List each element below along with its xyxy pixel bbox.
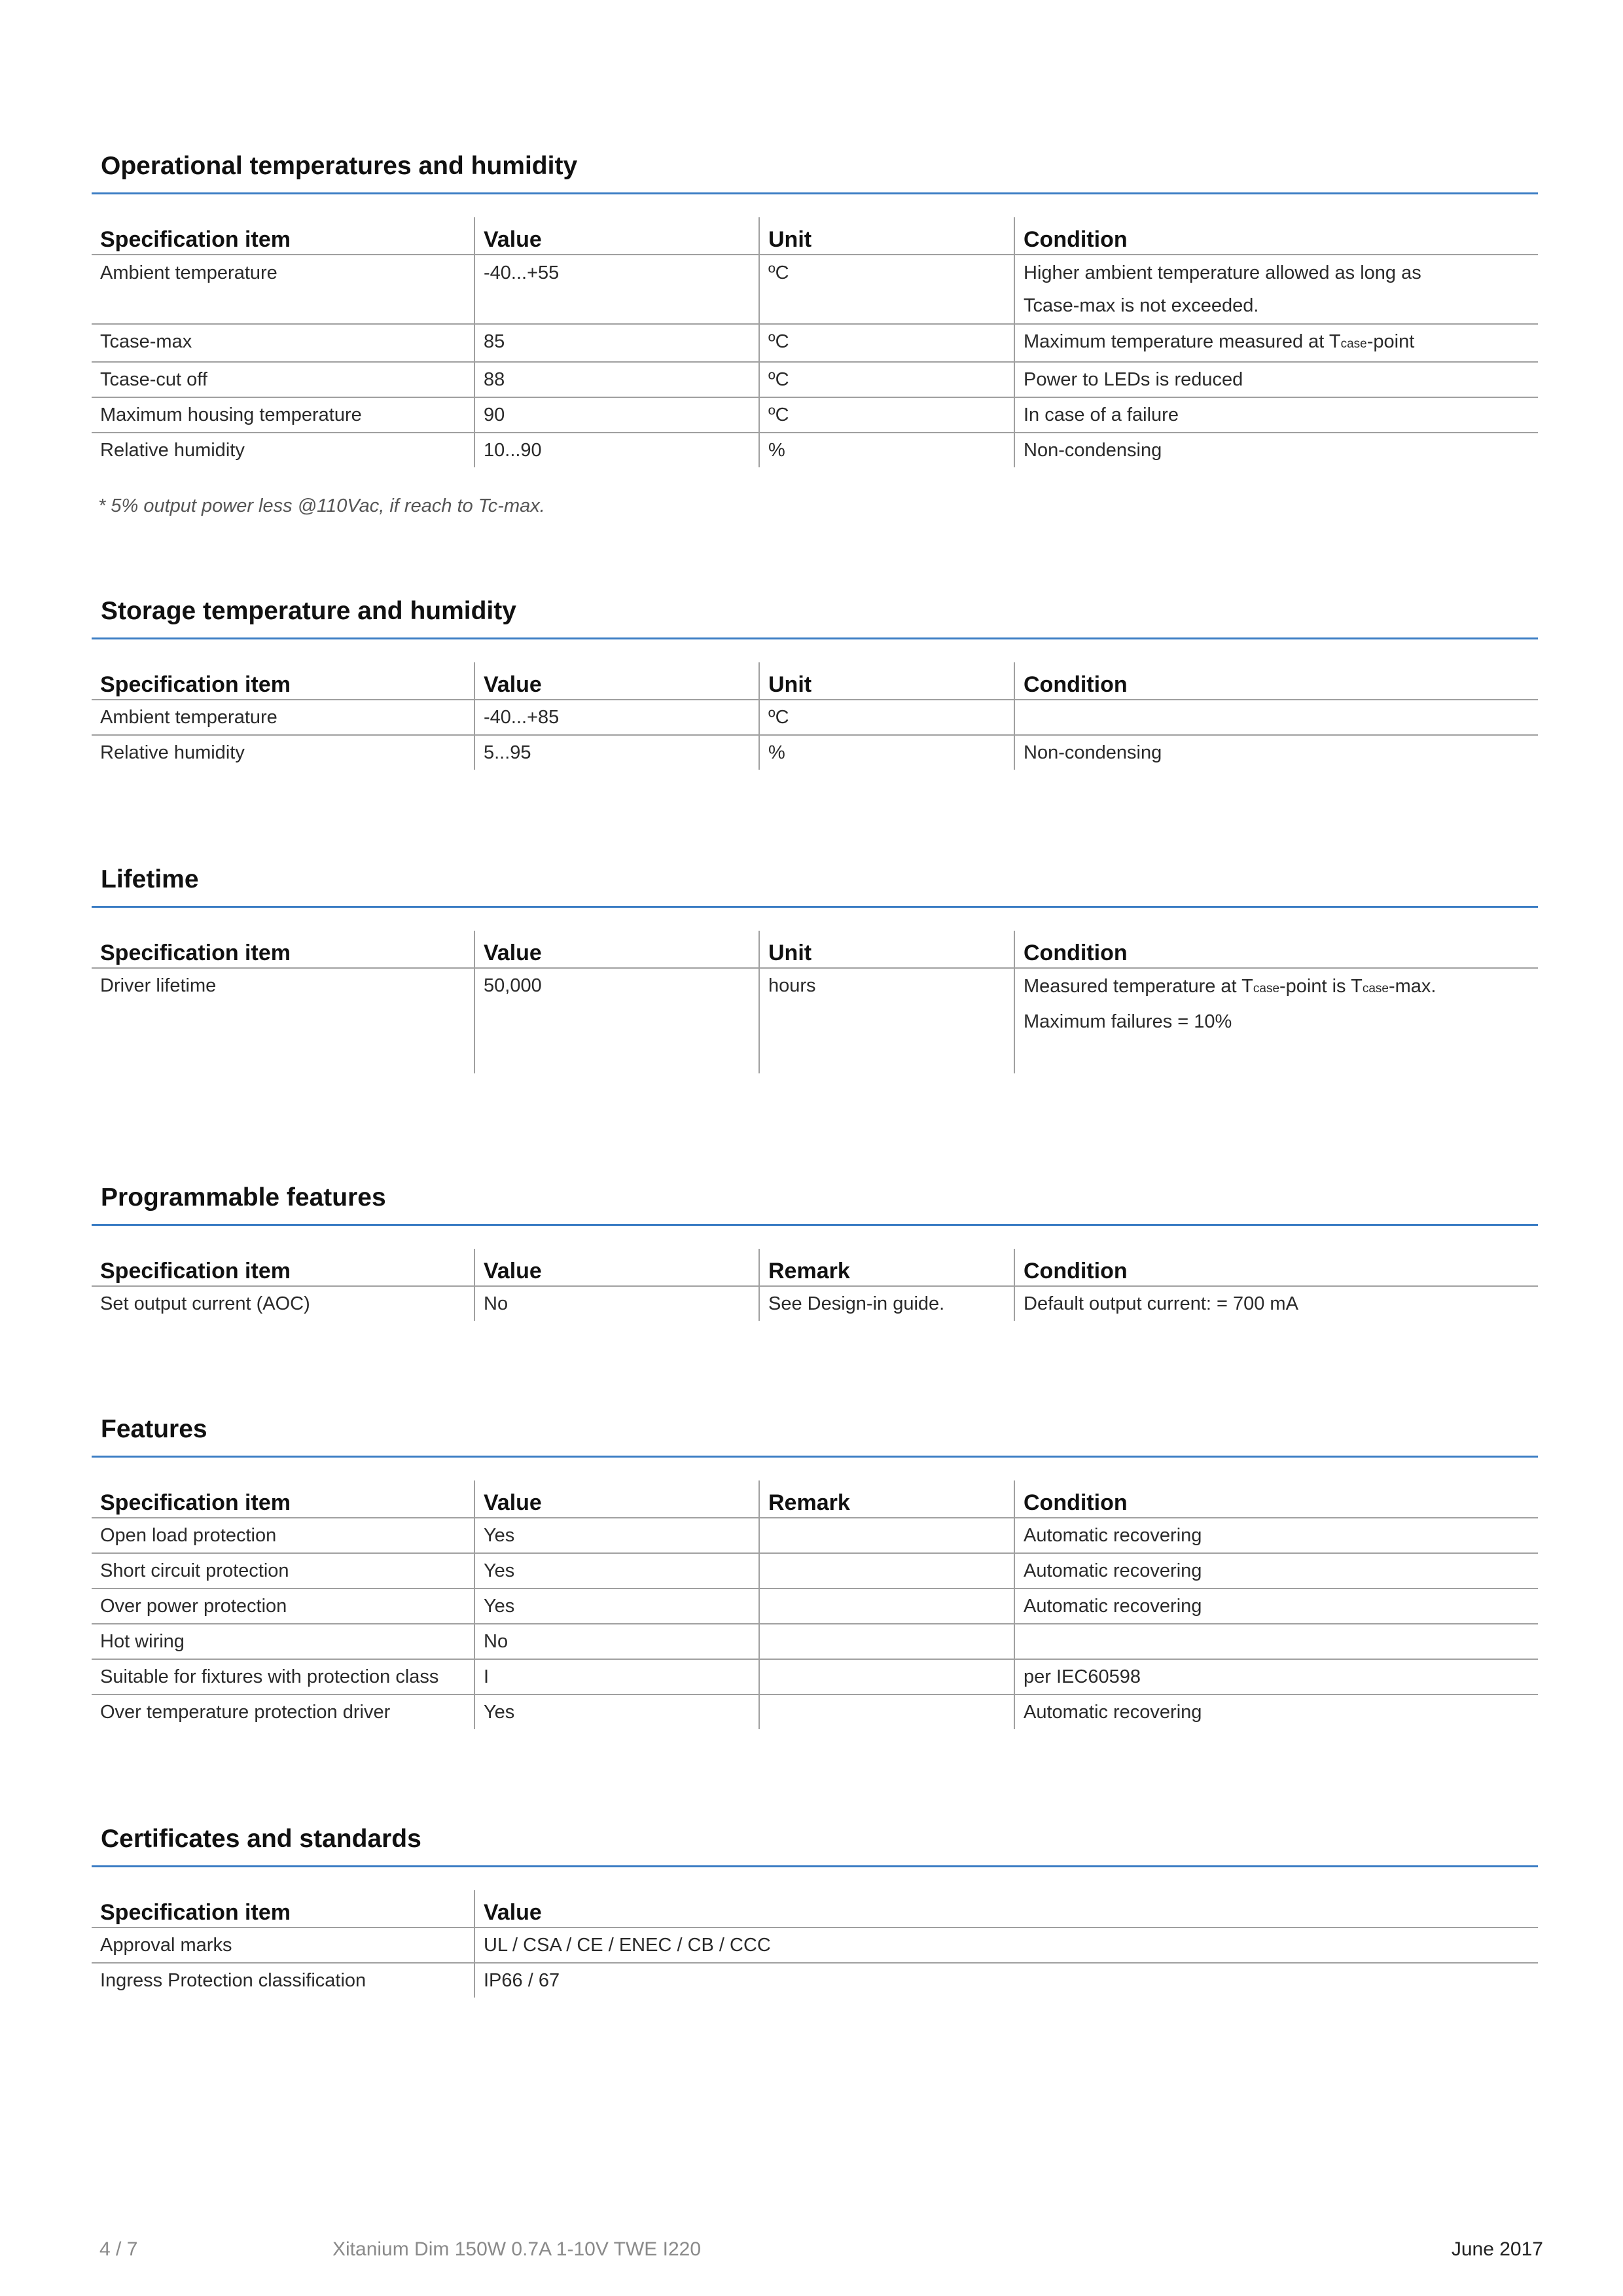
condition-line: Maximum failures = 10% xyxy=(1024,1011,1232,1032)
spec-item: Over power protection xyxy=(92,1588,474,1624)
table-header-row xyxy=(92,1249,1538,1286)
spec-condition: In case of a failure xyxy=(1014,397,1538,433)
table-row xyxy=(92,255,1538,324)
table-row xyxy=(92,1518,1538,1553)
table-row xyxy=(92,324,1538,362)
spec-unit: % xyxy=(759,433,1014,467)
section-divider xyxy=(92,637,1538,639)
table-row xyxy=(92,1588,1538,1624)
condition-line: Higher ambient temperature allowed as long as xyxy=(1024,262,1421,283)
spec-condition xyxy=(1014,255,1538,324)
column-header: Value xyxy=(474,1890,1538,1928)
spec-item: Maximum housing temperature xyxy=(92,397,474,433)
table-row xyxy=(92,1695,1538,1729)
condition-text: -max. xyxy=(1388,976,1436,997)
spec-value: -40...+55 xyxy=(474,255,759,324)
section-title: Storage temperature and humidity xyxy=(101,597,516,625)
spec-item: Ingress Protection classification xyxy=(100,1970,366,1991)
spec-value: Yes xyxy=(474,1588,759,1624)
table-row xyxy=(92,700,1538,735)
spec-table xyxy=(92,1480,1538,1729)
spec-value: I xyxy=(474,1659,759,1695)
spec-remark xyxy=(759,1695,1014,1729)
condition-text: -point xyxy=(1366,331,1415,352)
spec-value: 50,000 xyxy=(474,968,759,1073)
column-header: Condition xyxy=(1014,1249,1538,1286)
column-header: Remark xyxy=(759,1249,1014,1286)
condition-text: Measured temperature at T xyxy=(1024,976,1253,997)
spec-value: Yes xyxy=(474,1553,759,1588)
spec-table xyxy=(92,931,1538,1073)
table-header-row xyxy=(92,931,1538,968)
section-divider xyxy=(92,1224,1538,1226)
column-header: Condition xyxy=(1014,662,1538,700)
spec-item: Approval marks xyxy=(92,1928,474,1963)
table-row xyxy=(92,397,1538,433)
column-header: Remark xyxy=(759,1480,1014,1518)
column-header: Specification item xyxy=(92,217,474,255)
condition-text: -point is T xyxy=(1279,976,1363,997)
spec-item: Tcase-cut off xyxy=(92,362,474,397)
subscript-case: case xyxy=(1362,982,1389,996)
column-header: Value xyxy=(474,217,759,255)
spec-unit: ºC xyxy=(759,397,1014,433)
spec-item: Hot wiring xyxy=(92,1624,474,1659)
spec-unit: ºC xyxy=(759,362,1014,397)
spec-value: -40...+85 xyxy=(474,700,759,735)
spec-value: UL / CSA / CE / ENEC / CB / CCC xyxy=(474,1928,1538,1963)
spec-remark xyxy=(759,1624,1014,1659)
section-title: Lifetime xyxy=(101,865,199,893)
spec-value: 10...90 xyxy=(474,433,759,467)
spec-item: Short circuit protection xyxy=(92,1553,474,1588)
spec-condition: Automatic recovering xyxy=(1014,1588,1538,1624)
spec-condition xyxy=(1014,968,1538,1073)
table-header-row xyxy=(92,1480,1538,1518)
spec-condition: Non-condensing xyxy=(1014,735,1538,770)
spec-value: 85 xyxy=(474,324,759,362)
spec-unit: ºC xyxy=(759,255,1014,324)
table-row xyxy=(92,1928,1538,1963)
spec-remark: See Design-in guide. xyxy=(759,1286,1014,1321)
spec-value: Yes xyxy=(474,1695,759,1729)
spec-table xyxy=(92,1890,1538,1998)
spec-condition: Automatic recovering xyxy=(1014,1695,1538,1729)
column-header: Unit xyxy=(759,931,1014,968)
spec-table xyxy=(92,217,1538,467)
column-header: Specification item xyxy=(92,931,474,968)
spec-item: Open load protection xyxy=(92,1518,474,1553)
column-header: Specification item xyxy=(92,1249,474,1286)
table-row xyxy=(92,362,1538,397)
spec-table xyxy=(92,1249,1538,1321)
spec-unit: % xyxy=(759,735,1014,770)
table-row xyxy=(92,1963,1538,1998)
spec-condition: Automatic recovering xyxy=(1014,1518,1538,1553)
column-header: Unit xyxy=(759,217,1014,255)
spec-condition: Power to LEDs is reduced xyxy=(1014,362,1538,397)
spec-condition: per IEC60598 xyxy=(1014,1659,1538,1695)
table-row xyxy=(92,1659,1538,1695)
spec-remark xyxy=(759,1659,1014,1695)
spec-value: 90 xyxy=(474,397,759,433)
column-header: Condition xyxy=(1014,931,1538,968)
column-header: Specification item xyxy=(92,1890,474,1928)
spec-condition: Automatic recovering xyxy=(1014,1553,1538,1588)
column-header: Value xyxy=(474,662,759,700)
spec-item: Driver lifetime xyxy=(100,975,217,996)
table-row xyxy=(92,433,1538,467)
column-header: Condition xyxy=(1014,217,1538,255)
column-header: Specification item xyxy=(92,662,474,700)
column-header: Value xyxy=(474,931,759,968)
table-row xyxy=(92,1286,1538,1321)
spec-condition: Non-condensing xyxy=(1014,433,1538,467)
document-date: June 2017 xyxy=(1451,2238,1543,2260)
column-header: Condition xyxy=(1014,1480,1538,1518)
spec-item: Ambient temperature xyxy=(92,255,474,324)
table-row xyxy=(92,1624,1538,1659)
subscript-case: case xyxy=(1253,982,1280,996)
table-header-row xyxy=(92,217,1538,255)
section-divider xyxy=(92,1456,1538,1458)
column-header: Value xyxy=(474,1249,759,1286)
spec-condition xyxy=(1014,1624,1538,1659)
table-row xyxy=(92,1553,1538,1588)
spec-item: Relative humidity xyxy=(100,742,245,763)
footnote: * 5% output power less @110Vac, if reach to Tc-max. xyxy=(98,495,545,516)
subscript-case: case xyxy=(1340,337,1367,351)
spec-value: No xyxy=(474,1286,759,1321)
section-title: Programmable features xyxy=(101,1183,386,1211)
spec-value: Yes xyxy=(474,1518,759,1553)
spec-value: 5...95 xyxy=(474,735,759,770)
spec-item: Over temperature protection driver xyxy=(100,1702,391,1723)
spec-unit: ºC xyxy=(759,700,1014,735)
section-divider xyxy=(92,906,1538,908)
column-header: Unit xyxy=(759,662,1014,700)
condition-line: Tcase-max is not exceeded. xyxy=(1024,295,1259,316)
page-number: 4 / 7 xyxy=(99,2238,138,2260)
spec-item: Tcase-max xyxy=(92,324,474,362)
spec-remark xyxy=(759,1553,1014,1588)
table-row xyxy=(92,968,1538,1073)
table-row xyxy=(92,735,1538,770)
section-divider xyxy=(92,192,1538,194)
spec-unit: ºC xyxy=(759,324,1014,362)
product-name: Xitanium Dim 150W 0.7A 1-10V TWE I220 xyxy=(332,2238,702,2260)
spec-value: No xyxy=(474,1624,759,1659)
spec-condition: Default output current: = 700 mA xyxy=(1014,1286,1538,1321)
spec-item: Ambient temperature xyxy=(92,700,474,735)
spec-condition xyxy=(1014,324,1538,362)
spec-condition xyxy=(1014,700,1538,735)
section-title: Certificates and standards xyxy=(101,1825,421,1853)
column-header: Specification item xyxy=(92,1480,474,1518)
spec-value: 88 xyxy=(474,362,759,397)
table-header-row xyxy=(92,662,1538,700)
section-divider xyxy=(92,1865,1538,1867)
section-title: Features xyxy=(101,1415,207,1443)
table-header-row xyxy=(92,1890,1538,1928)
spec-remark xyxy=(759,1518,1014,1553)
spec-item: Suitable for fixtures with protection class xyxy=(92,1659,474,1695)
section-title: Operational temperatures and humidity xyxy=(101,152,578,180)
spec-unit: hours xyxy=(759,968,1014,1073)
column-header: Value xyxy=(474,1480,759,1518)
spec-table xyxy=(92,662,1538,770)
spec-value: IP66 / 67 xyxy=(474,1963,1538,1998)
spec-remark xyxy=(759,1588,1014,1624)
spec-item: Relative humidity xyxy=(100,440,245,461)
condition-text: Maximum temperature measured at T xyxy=(1024,331,1341,352)
spec-item: Set output current (AOC) xyxy=(100,1293,310,1314)
